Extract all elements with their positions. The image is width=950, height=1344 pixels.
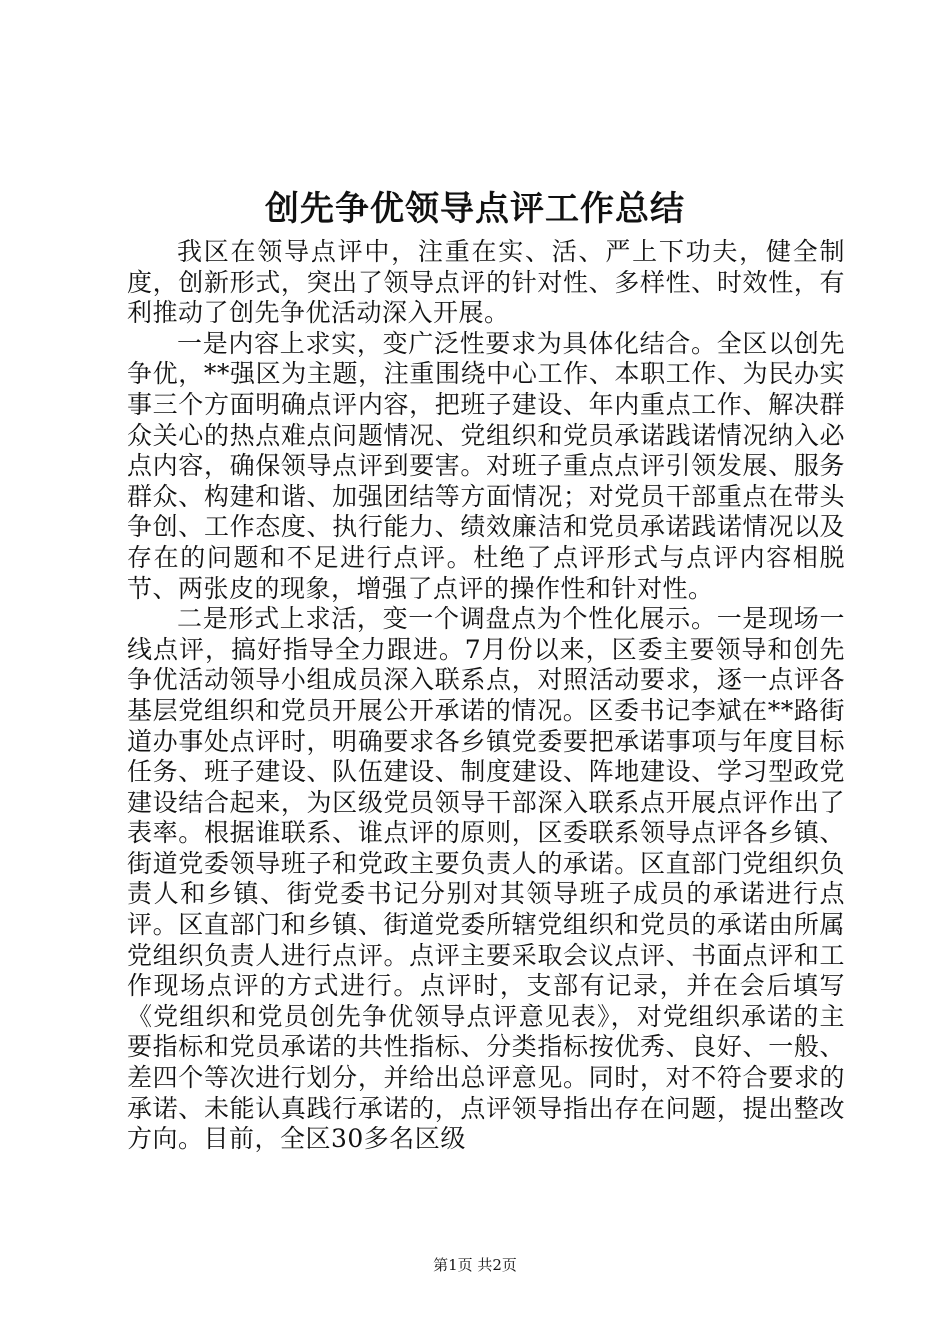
document-title: 创先争优领导点评工作总结 <box>265 189 685 229</box>
page-number-footer: 第1页 共2页 <box>433 1256 517 1274</box>
paragraph-form: 二是形式上求活，变一个调盘点为个性化展示。一是现场一线点评，搞好指导全力跟进。7月份以来，区委主要领导和创先争优活动领导小组成员深入联系点，对照活动要求，逐一点评各基层党组织和党员开展公开承诺的情况。区委书记李斌在**路街道办事处点评时，明确要求各乡镇党委要把承诺事项与年度目标任务、班子建设、队伍建设、制度建设、阵地建设、学习型政党建设结合起来，为区级党员领导干部深入联系点开展点评作出了表率。根据谁联系、谁点评的原则，区委联系领导点评各乡镇、街道党委领导班子和党政主要负责人的承诺。区直部门党组织负责人和乡镇、街党委书记分别对其领导班子成员的承诺进行点评。区直部门和乡镇、街道党委所辖党组织和党员的承诺由所属党组织负责人进行点评。点评主要采取会议点评、书面点评和工作现场点评的方式进行。点评时，支部有记录，并在会后填写《党组织和党员创先争优领导点评意见表》，对党组织承诺的主要指标和党员承诺的共性指标、分类指标按优秀、良好、一般、差四个等次进行划分，并给出总评意见。同时，对不符合要求的承诺、未能认真践行承诺的，点评领导指出存在问题，提出整改方向。目前，全区30多名区级 <box>127 604 845 1154</box>
paragraph-intro: 我区在领导点评中，注重在实、活、严上下功夫，健全制度，创新形式，突出了领导点评的针对性、多样性、时效性，有利推动了创先争优活动深入开展。 <box>127 237 845 328</box>
document-body <box>127 237 845 1155</box>
paragraph-content: 一是内容上求实，变广泛性要求为具体化结合。全区以创先争优，**强区为主题，注重围绕中心工作、本职工作、为民办实事三个方面明确点评内容，把班子建设、年内重点工作、解决群众关心的热点难点问题情况、党组织和党员承诺践诺情况纳入必点内容，确保领导点评到要害。对班子重点点评引领发展、服务群众、构建和谐、加强团结等方面情况；对党员干部重点在带头争创、工作态度、执行能力、绩效廉洁和党员承诺践诺情况以及存在的问题和不足进行点评。杜绝了点评形式与点评内容相脱节、两张皮的现象，增强了点评的操作性和针对性。 <box>127 328 845 603</box>
